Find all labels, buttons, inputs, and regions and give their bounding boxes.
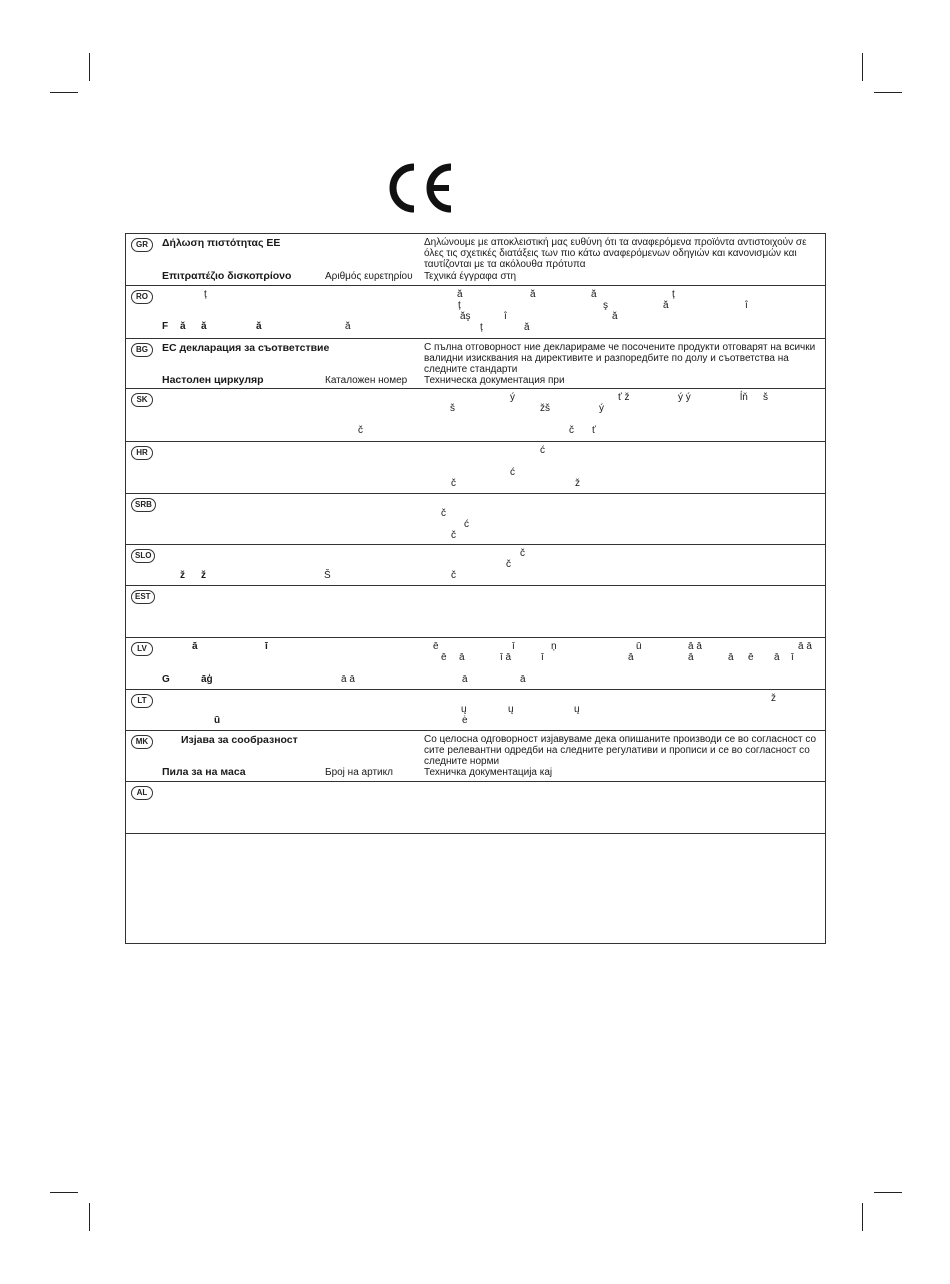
crop-mark bbox=[50, 92, 78, 93]
declaration-title: ЕС декларация за съответствие bbox=[162, 342, 330, 354]
text-fragment: ū bbox=[636, 641, 642, 652]
text-fragment: č bbox=[451, 530, 456, 541]
country-badge: GR bbox=[131, 238, 153, 252]
text-fragment: ž bbox=[201, 570, 206, 581]
text-fragment: ū bbox=[214, 715, 221, 726]
crop-mark bbox=[862, 1203, 863, 1231]
text-fragment: ā ā bbox=[688, 641, 702, 652]
declaration-row-lv bbox=[125, 637, 826, 689]
text-fragment: ā bbox=[728, 652, 734, 663]
text-fragment: ā bbox=[774, 652, 780, 663]
text-fragment: ý bbox=[599, 403, 604, 414]
text-fragment: ț bbox=[480, 322, 483, 333]
text-fragment: ž bbox=[771, 693, 776, 704]
crop-mark bbox=[50, 1192, 78, 1193]
text-fragment: ī bbox=[265, 641, 268, 652]
text-fragment: ăş bbox=[460, 311, 471, 322]
text-fragment: č bbox=[441, 508, 446, 519]
crop-mark bbox=[89, 1203, 90, 1231]
text-fragment: č bbox=[358, 425, 363, 436]
text-fragment: š bbox=[450, 403, 455, 414]
text-fragment: ā bbox=[192, 641, 198, 652]
declaration-row-sk bbox=[125, 388, 826, 441]
text-fragment: ā ā bbox=[341, 674, 355, 685]
text-fragment: ē bbox=[748, 652, 754, 663]
text-fragment: ă bbox=[591, 289, 597, 300]
text-fragment: ă bbox=[524, 322, 530, 333]
product-name: Пила за на маса bbox=[162, 766, 246, 778]
crop-mark bbox=[89, 53, 90, 81]
crop-mark bbox=[874, 92, 902, 93]
country-badge: SLO bbox=[131, 549, 155, 563]
text-fragment: ā ā bbox=[798, 641, 812, 652]
text-fragment: ă bbox=[612, 311, 618, 322]
text-fragment: ī bbox=[541, 652, 544, 663]
text-fragment: ė bbox=[462, 715, 468, 726]
text-fragment: ā bbox=[520, 674, 526, 685]
text-fragment: ă bbox=[201, 321, 207, 332]
crop-mark bbox=[874, 1192, 902, 1193]
country-badge: LV bbox=[131, 642, 153, 656]
declaration-row-lt bbox=[125, 689, 826, 730]
text-fragment: āģ bbox=[201, 674, 213, 685]
text-fragment: ā bbox=[462, 674, 468, 685]
text-fragment: č bbox=[506, 559, 511, 570]
text-fragment: ț bbox=[458, 300, 461, 311]
text-fragment: č bbox=[451, 570, 456, 581]
country-badge: RO bbox=[131, 290, 153, 304]
declaration-row-ro bbox=[125, 285, 826, 338]
text-fragment: F bbox=[162, 321, 169, 332]
text-fragment: ā bbox=[628, 652, 634, 663]
text-fragment: ț bbox=[672, 289, 675, 300]
declaration-table bbox=[125, 233, 826, 944]
text-fragment: žš bbox=[540, 403, 550, 414]
declaration-row-gr bbox=[125, 233, 826, 285]
country-badge: BG bbox=[131, 343, 153, 357]
text-fragment: ā bbox=[688, 652, 694, 663]
declaration-row-hr bbox=[125, 441, 826, 493]
declaration-row-srb bbox=[125, 493, 826, 544]
declaration-row-est bbox=[125, 585, 826, 637]
text-fragment: ć bbox=[510, 467, 515, 478]
text-fragment: G bbox=[162, 674, 170, 685]
text-fragment: ų bbox=[508, 704, 514, 715]
text-fragment: ē bbox=[433, 641, 439, 652]
text-fragment: č bbox=[451, 478, 456, 489]
text-fragment: ā bbox=[459, 652, 465, 663]
country-badge: HR bbox=[131, 446, 153, 460]
text-fragment: î bbox=[745, 300, 748, 311]
text-fragment: ă bbox=[180, 321, 186, 332]
text-fragment: ť bbox=[592, 425, 596, 436]
text-fragment: ž bbox=[180, 570, 185, 581]
text-fragment: č bbox=[520, 548, 525, 559]
technical-documents-label: Техничка документација кај bbox=[424, 767, 553, 778]
text-fragment: ž bbox=[575, 478, 580, 489]
text-fragment: î bbox=[504, 311, 507, 322]
text-fragment: ă bbox=[457, 289, 463, 300]
declaration-statement: С пълна отговорност ние декларираме че посочените продукти отговарят на всички валидни изисквания на директивите и разпоредбите по долу и съответства на следните стандарти bbox=[424, 342, 816, 375]
country-badge: MK bbox=[131, 735, 153, 749]
declaration-row-bg bbox=[125, 338, 826, 388]
declaration-row-al bbox=[125, 781, 826, 833]
declaration-statement: Δηλώνουμε με αποκλειστική μας ευθύνη ότι τα αναφερόμενα προϊόντα αντιστοιχούν σε όλες τις σχετικές διατάξεις των πιο κάτω αναφερόμενων οδηγιών και κανονισμών και ταυτίζονται με τα ακόλουθα πρότυπα bbox=[424, 237, 807, 270]
text-fragment: ų bbox=[574, 704, 580, 715]
text-fragment: ă bbox=[345, 321, 351, 332]
text-fragment: ă bbox=[256, 321, 262, 332]
text-fragment: ş bbox=[603, 300, 608, 311]
text-fragment: ē bbox=[441, 652, 447, 663]
text-fragment: ĺň bbox=[740, 392, 748, 403]
text-fragment: ņ bbox=[551, 641, 557, 652]
article-number-label: Број на артикл bbox=[325, 767, 393, 778]
article-number-label: Каталожен номер bbox=[325, 375, 408, 386]
country-badge: SRB bbox=[131, 498, 156, 512]
text-fragment: ų bbox=[461, 704, 467, 715]
text-fragment: ț bbox=[204, 289, 207, 300]
signature-box bbox=[125, 833, 826, 944]
text-fragment: ī ā bbox=[500, 652, 512, 663]
declaration-row-mk bbox=[125, 730, 826, 781]
text-fragment: ć bbox=[464, 519, 469, 530]
text-fragment: ī bbox=[791, 652, 794, 663]
text-fragment: ă bbox=[663, 300, 669, 311]
technical-documents-label: Техническа документация при bbox=[424, 375, 565, 386]
declaration-row-slo bbox=[125, 544, 826, 585]
text-fragment: ć bbox=[540, 445, 545, 456]
technical-documents-label: Τεχνικά έγγραφα στη bbox=[424, 271, 517, 282]
text-fragment: š bbox=[763, 392, 768, 403]
declaration-title: Изјава за сообразност bbox=[181, 734, 298, 746]
country-badge: SK bbox=[131, 393, 153, 407]
product-name: Επιτραπέζιο δισκοπρίονο bbox=[162, 270, 292, 282]
country-badge: EST bbox=[131, 590, 155, 604]
ce-mark-logo bbox=[385, 163, 455, 213]
text-fragment: Š bbox=[324, 570, 331, 581]
country-badge: LT bbox=[131, 694, 153, 708]
product-name: Настолен циркуляр bbox=[162, 374, 264, 386]
text-fragment: č bbox=[569, 425, 574, 436]
text-fragment: ť ž bbox=[618, 392, 630, 403]
declaration-statement: Со целосна одговорност изјавуваме дека опишаните производи се во согласност со сите релевантни одредби на следните регулативи и прописи и се во согласност со следните норми bbox=[424, 734, 817, 767]
country-badge: AL bbox=[131, 786, 153, 800]
text-fragment: ý ý bbox=[678, 392, 691, 403]
article-number-label: Αριθμός ευρετηρίου bbox=[325, 271, 413, 282]
text-fragment: ý bbox=[510, 392, 515, 403]
text-fragment: ă bbox=[530, 289, 536, 300]
crop-mark bbox=[862, 53, 863, 81]
declaration-title: Δήλωση πιστότητας ΕΕ bbox=[162, 237, 281, 249]
text-fragment: ī bbox=[512, 641, 515, 652]
